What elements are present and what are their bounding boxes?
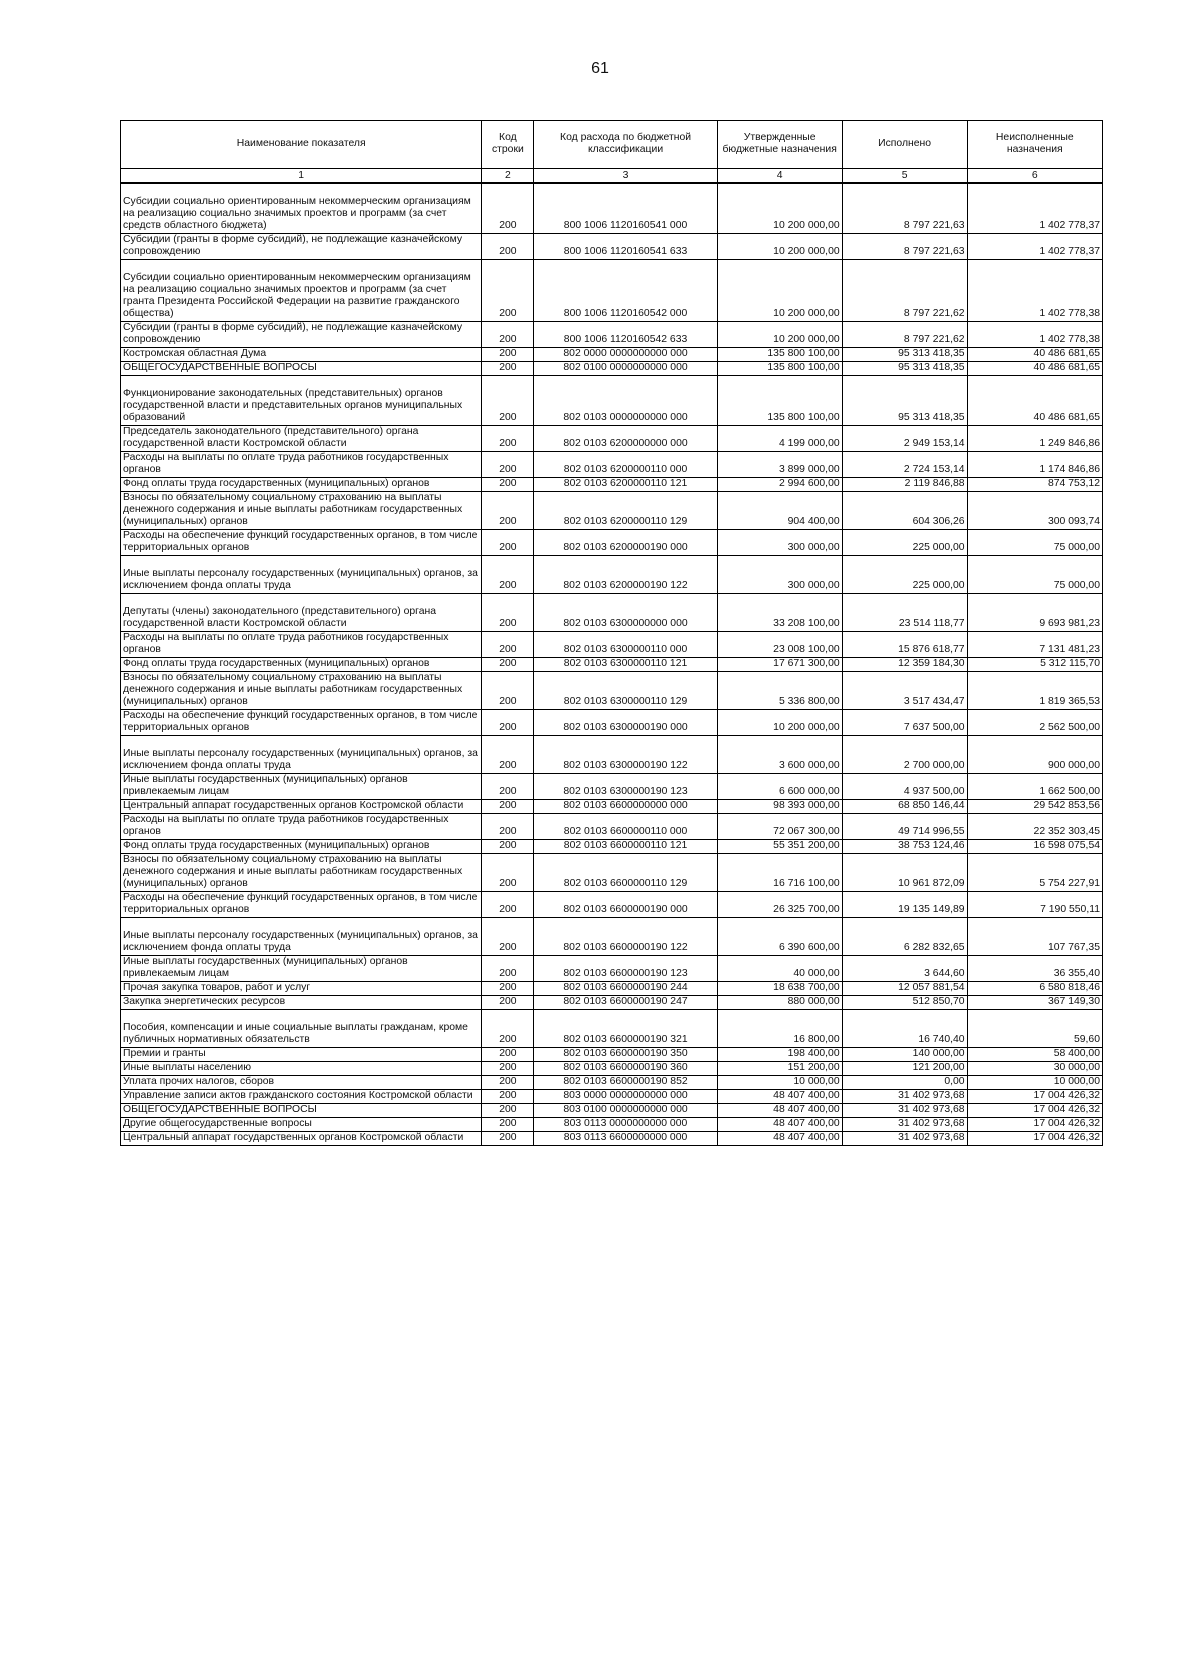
table-row: [121, 658, 1103, 672]
row-name: Расходы на обеспечение функций государственных органов, в том числе территориальных органов: [121, 892, 482, 918]
budget-code: 802 0103 6600000110 129: [534, 854, 717, 892]
unexecuted-amount: 900 000,00: [967, 736, 1102, 774]
executed-amount: 8 797 221,62: [842, 322, 967, 348]
table-row: [121, 774, 1103, 800]
row-code: 200: [482, 478, 534, 492]
executed-amount: 6 282 832,65: [842, 918, 967, 956]
row-code: 200: [482, 1118, 534, 1132]
row-name: Центральный аппарат государственных органов Костромской области: [121, 800, 482, 814]
row-code: 200: [482, 672, 534, 710]
budget-code: 802 0103 6600000190 360: [534, 1062, 717, 1076]
approved-amount: 904 400,00: [717, 492, 842, 530]
unexecuted-amount: 300 093,74: [967, 492, 1102, 530]
unexecuted-amount: 17 004 426,32: [967, 1090, 1102, 1104]
table-row: [121, 892, 1103, 918]
budget-code: 802 0103 6600000190 247: [534, 996, 717, 1010]
executed-amount: 225 000,00: [842, 530, 967, 556]
budget-code: 802 0103 6600000190 122: [534, 918, 717, 956]
row-name: Иные выплаты государственных (муниципальных) органов привлекаемым лицам: [121, 956, 482, 982]
column-number: 1: [121, 169, 482, 184]
header-budget-code: Код расхода по бюджетной классификации: [534, 121, 717, 169]
table-row: [121, 594, 1103, 632]
row-name: Взносы по обязательному социальному страхованию на выплаты денежного содержания и иные выплаты работникам государственных (муниципальных) органов: [121, 672, 482, 710]
row-name: Пособия, компенсации и иные социальные выплаты гражданам, кроме публичных нормативных обязательств: [121, 1010, 482, 1048]
row-code: 200: [482, 996, 534, 1010]
budget-execution-table: [120, 120, 1103, 1146]
row-code: 200: [482, 854, 534, 892]
approved-amount: 3 600 000,00: [717, 736, 842, 774]
row-code: 200: [482, 658, 534, 672]
executed-amount: 19 135 149,89: [842, 892, 967, 918]
unexecuted-amount: 59,60: [967, 1010, 1102, 1048]
column-number-row: [121, 169, 1103, 184]
row-name: Другие общегосударственные вопросы: [121, 1118, 482, 1132]
unexecuted-amount: 1 174 846,86: [967, 452, 1102, 478]
row-name: Субсидии социально ориентированным некоммерческим организациям на реализацию социально значимых проектов и программ (за счет средств областного бюджета): [121, 183, 482, 234]
row-name: Иные выплаты персоналу государственных (муниципальных) органов, за исключением фонда оплаты труда: [121, 736, 482, 774]
row-code: 200: [482, 183, 534, 234]
row-code: 200: [482, 736, 534, 774]
table-row: [121, 348, 1103, 362]
budget-code: 802 0103 6300000000 000: [534, 594, 717, 632]
header-approved: Утвержденные бюджетные назначения: [717, 121, 842, 169]
column-number: 3: [534, 169, 717, 184]
row-code: 200: [482, 892, 534, 918]
unexecuted-amount: 75 000,00: [967, 556, 1102, 594]
budget-code: 802 0103 6300000110 121: [534, 658, 717, 672]
table-row: [121, 478, 1103, 492]
unexecuted-amount: 9 693 981,23: [967, 594, 1102, 632]
unexecuted-amount: 58 400,00: [967, 1048, 1102, 1062]
budget-code: 803 0113 0000000000 000: [534, 1118, 717, 1132]
header-unexecuted: Неисполненные назначения: [967, 121, 1102, 169]
unexecuted-amount: 7 190 550,11: [967, 892, 1102, 918]
approved-amount: 10 200 000,00: [717, 183, 842, 234]
executed-amount: 3 644,60: [842, 956, 967, 982]
unexecuted-amount: 7 131 481,23: [967, 632, 1102, 658]
budget-code: 802 0103 6600000190 244: [534, 982, 717, 996]
table-row: [121, 956, 1103, 982]
row-name: Взносы по обязательному социальному страхованию на выплаты денежного содержания и иные выплаты работникам государственных (муниципальных) органов: [121, 854, 482, 892]
unexecuted-amount: 10 000,00: [967, 1076, 1102, 1090]
unexecuted-amount: 1 249 846,86: [967, 426, 1102, 452]
row-code: 200: [482, 322, 534, 348]
row-name: Субсидии (гранты в форме субсидий), не подлежащие казначейскому сопровождению: [121, 322, 482, 348]
approved-amount: 135 800 100,00: [717, 376, 842, 426]
table-row: [121, 426, 1103, 452]
table-row: [121, 814, 1103, 840]
row-name: Фонд оплаты труда государственных (муниципальных) органов: [121, 478, 482, 492]
executed-amount: 2 724 153,14: [842, 452, 967, 478]
row-name: Управление записи актов гражданского состояния Костромской области: [121, 1090, 482, 1104]
unexecuted-amount: 1 402 778,37: [967, 183, 1102, 234]
row-code: 200: [482, 530, 534, 556]
executed-amount: 0,00: [842, 1076, 967, 1090]
budget-code: 802 0103 6200000110 121: [534, 478, 717, 492]
table-row: [121, 530, 1103, 556]
row-name: Субсидии (гранты в форме субсидий), не подлежащие казначейскому сопровождению: [121, 234, 482, 260]
row-code: 200: [482, 956, 534, 982]
row-code: 200: [482, 1090, 534, 1104]
table-row: [121, 996, 1103, 1010]
executed-amount: 10 961 872,09: [842, 854, 967, 892]
table-row: [121, 234, 1103, 260]
table-row: [121, 322, 1103, 348]
approved-amount: 16 716 100,00: [717, 854, 842, 892]
budget-code: 802 0103 6600000190 000: [534, 892, 717, 918]
unexecuted-amount: 17 004 426,32: [967, 1104, 1102, 1118]
executed-amount: 95 313 418,35: [842, 376, 967, 426]
column-number: 2: [482, 169, 534, 184]
row-name: Фонд оплаты труда государственных (муниципальных) органов: [121, 658, 482, 672]
row-name: Расходы на выплаты по оплате труда работников государственных органов: [121, 632, 482, 658]
table-row: [121, 452, 1103, 478]
approved-amount: 72 067 300,00: [717, 814, 842, 840]
row-code: 200: [482, 1076, 534, 1090]
unexecuted-amount: 1 402 778,37: [967, 234, 1102, 260]
budget-code: 802 0103 6600000190 321: [534, 1010, 717, 1048]
executed-amount: 12 359 184,30: [842, 658, 967, 672]
unexecuted-amount: 75 000,00: [967, 530, 1102, 556]
unexecuted-amount: 1 402 778,38: [967, 322, 1102, 348]
table-row: [121, 1104, 1103, 1118]
row-name: Расходы на выплаты по оплате труда работников государственных органов: [121, 814, 482, 840]
unexecuted-amount: 1 819 365,53: [967, 672, 1102, 710]
table-row: [121, 1076, 1103, 1090]
approved-amount: 6 600 000,00: [717, 774, 842, 800]
table-row: [121, 260, 1103, 322]
row-code: 200: [482, 1048, 534, 1062]
budget-code: 802 0103 6300000190 123: [534, 774, 717, 800]
row-code: 200: [482, 492, 534, 530]
approved-amount: 135 800 100,00: [717, 348, 842, 362]
table-row: [121, 1118, 1103, 1132]
budget-code: 802 0103 6600000190 123: [534, 956, 717, 982]
approved-amount: 48 407 400,00: [717, 1118, 842, 1132]
row-name: Субсидии социально ориентированным некоммерческим организациям на реализацию социально значимых проектов и программ (за счет гранта Президента Российской Федерации на развитие гражданского общества): [121, 260, 482, 322]
row-code: 200: [482, 234, 534, 260]
row-name: Закупка энергетических ресурсов: [121, 996, 482, 1010]
approved-amount: 5 336 800,00: [717, 672, 842, 710]
executed-amount: 8 797 221,62: [842, 260, 967, 322]
header-row-code: Код строки: [482, 121, 534, 169]
executed-amount: 2 119 846,88: [842, 478, 967, 492]
row-code: 200: [482, 1132, 534, 1146]
row-code: 200: [482, 1062, 534, 1076]
header-executed: Исполнено: [842, 121, 967, 169]
row-code: 200: [482, 800, 534, 814]
executed-amount: 23 514 118,77: [842, 594, 967, 632]
unexecuted-amount: 874 753,12: [967, 478, 1102, 492]
row-name: Иные выплаты государственных (муниципальных) органов привлекаемым лицам: [121, 774, 482, 800]
row-name: Председатель законодательного (представительного) органа государственной власти Костромской области: [121, 426, 482, 452]
approved-amount: 300 000,00: [717, 530, 842, 556]
row-name: Иные выплаты персоналу государственных (муниципальных) органов, за исключением фонда оплаты труда: [121, 918, 482, 956]
table-row: [121, 710, 1103, 736]
row-name: Иные выплаты персоналу государственных (муниципальных) органов, за исключением фонда оплаты труда: [121, 556, 482, 594]
unexecuted-amount: 22 352 303,45: [967, 814, 1102, 840]
budget-code: 800 1006 1120160542 000: [534, 260, 717, 322]
executed-amount: 95 313 418,35: [842, 348, 967, 362]
row-name: Премии и гранты: [121, 1048, 482, 1062]
column-number: 5: [842, 169, 967, 184]
approved-amount: 23 008 100,00: [717, 632, 842, 658]
unexecuted-amount: 107 767,35: [967, 918, 1102, 956]
approved-amount: 2 994 600,00: [717, 478, 842, 492]
budget-code: 802 0103 6200000000 000: [534, 426, 717, 452]
approved-amount: 151 200,00: [717, 1062, 842, 1076]
page-number: 61: [591, 60, 609, 77]
row-name: Иные выплаты населению: [121, 1062, 482, 1076]
budget-code: 802 0103 6300000110 000: [534, 632, 717, 658]
table-row: [121, 1090, 1103, 1104]
approved-amount: 10 000,00: [717, 1076, 842, 1090]
executed-amount: 4 937 500,00: [842, 774, 967, 800]
table-row: [121, 1132, 1103, 1146]
budget-code: 802 0103 6600000000 000: [534, 800, 717, 814]
approved-amount: 48 407 400,00: [717, 1104, 842, 1118]
budget-code: 800 1006 1120160541 633: [534, 234, 717, 260]
approved-amount: 300 000,00: [717, 556, 842, 594]
budget-code: 802 0103 6200000190 000: [534, 530, 717, 556]
executed-amount: 68 850 146,44: [842, 800, 967, 814]
row-name: Расходы на обеспечение функций государственных органов, в том числе территориальных органов: [121, 530, 482, 556]
budget-code: 802 0103 6200000110 000: [534, 452, 717, 478]
table-row: [121, 840, 1103, 854]
unexecuted-amount: 40 486 681,65: [967, 376, 1102, 426]
approved-amount: 33 208 100,00: [717, 594, 842, 632]
table-row: [121, 736, 1103, 774]
unexecuted-amount: 1 402 778,38: [967, 260, 1102, 322]
row-name: Центральный аппарат государственных органов Костромской области: [121, 1132, 482, 1146]
unexecuted-amount: 30 000,00: [967, 1062, 1102, 1076]
unexecuted-amount: 16 598 075,54: [967, 840, 1102, 854]
budget-code: 803 0113 6600000000 000: [534, 1132, 717, 1146]
row-code: 200: [482, 814, 534, 840]
table-row: [121, 1062, 1103, 1076]
executed-amount: 15 876 618,77: [842, 632, 967, 658]
table-row: [121, 1048, 1103, 1062]
approved-amount: 48 407 400,00: [717, 1090, 842, 1104]
row-code: 200: [482, 632, 534, 658]
approved-amount: 6 390 600,00: [717, 918, 842, 956]
row-name: Фонд оплаты труда государственных (муниципальных) органов: [121, 840, 482, 854]
budget-code: 802 0000 0000000000 000: [534, 348, 717, 362]
executed-amount: 2 949 153,14: [842, 426, 967, 452]
unexecuted-amount: 367 149,30: [967, 996, 1102, 1010]
approved-amount: 10 200 000,00: [717, 322, 842, 348]
budget-code: 802 0103 6600000190 852: [534, 1076, 717, 1090]
executed-amount: 2 700 000,00: [842, 736, 967, 774]
row-code: 200: [482, 594, 534, 632]
executed-amount: 49 714 996,55: [842, 814, 967, 840]
executed-amount: 8 797 221,63: [842, 234, 967, 260]
approved-amount: 40 000,00: [717, 956, 842, 982]
unexecuted-amount: 1 662 500,00: [967, 774, 1102, 800]
approved-amount: 16 800,00: [717, 1010, 842, 1048]
approved-amount: 55 351 200,00: [717, 840, 842, 854]
row-name: Уплата прочих налогов, сборов: [121, 1076, 482, 1090]
executed-amount: 225 000,00: [842, 556, 967, 594]
approved-amount: 10 200 000,00: [717, 710, 842, 736]
unexecuted-amount: 2 562 500,00: [967, 710, 1102, 736]
row-code: 200: [482, 774, 534, 800]
executed-amount: 140 000,00: [842, 1048, 967, 1062]
budget-code: 802 0103 0000000000 000: [534, 376, 717, 426]
executed-amount: 31 402 973,68: [842, 1132, 967, 1146]
budget-code: 802 0103 6200000110 129: [534, 492, 717, 530]
table-row: [121, 632, 1103, 658]
executed-amount: 8 797 221,63: [842, 183, 967, 234]
row-code: 200: [482, 452, 534, 478]
table-row: [121, 556, 1103, 594]
table-row: [121, 854, 1103, 892]
executed-amount: 12 057 881,54: [842, 982, 967, 996]
table-body: [121, 183, 1103, 1146]
table-row: [121, 183, 1103, 234]
row-code: 200: [482, 840, 534, 854]
approved-amount: 135 800 100,00: [717, 362, 842, 376]
column-number: 4: [717, 169, 842, 184]
unexecuted-amount: 36 355,40: [967, 956, 1102, 982]
row-name: ОБЩЕГОСУДАРСТВЕННЫЕ ВОПРОСЫ: [121, 1104, 482, 1118]
row-code: 200: [482, 348, 534, 362]
header-row: [121, 121, 1103, 169]
table-row: [121, 1010, 1103, 1048]
budget-code: 802 0103 6600000110 121: [534, 840, 717, 854]
table-row: [121, 492, 1103, 530]
budget-code: 802 0103 6300000190 000: [534, 710, 717, 736]
executed-amount: 95 313 418,35: [842, 362, 967, 376]
table-row: [121, 672, 1103, 710]
approved-amount: 880 000,00: [717, 996, 842, 1010]
row-code: 200: [482, 376, 534, 426]
header-name: Наименование показателя: [121, 121, 482, 169]
budget-code: 803 0000 0000000000 000: [534, 1090, 717, 1104]
approved-amount: 10 200 000,00: [717, 260, 842, 322]
approved-amount: 26 325 700,00: [717, 892, 842, 918]
approved-amount: 17 671 300,00: [717, 658, 842, 672]
table-row: [121, 362, 1103, 376]
unexecuted-amount: 40 486 681,65: [967, 362, 1102, 376]
unexecuted-amount: 17 004 426,32: [967, 1118, 1102, 1132]
row-code: 200: [482, 556, 534, 594]
executed-amount: 38 753 124,46: [842, 840, 967, 854]
unexecuted-amount: 5 754 227,91: [967, 854, 1102, 892]
row-code: 200: [482, 982, 534, 996]
unexecuted-amount: 40 486 681,65: [967, 348, 1102, 362]
executed-amount: 16 740,40: [842, 1010, 967, 1048]
row-code: 200: [482, 710, 534, 736]
budget-code: 800 1006 1120160541 000: [534, 183, 717, 234]
approved-amount: 18 638 700,00: [717, 982, 842, 996]
budget-code: 800 1006 1120160542 633: [534, 322, 717, 348]
row-code: 200: [482, 260, 534, 322]
unexecuted-amount: 6 580 818,46: [967, 982, 1102, 996]
executed-amount: 512 850,70: [842, 996, 967, 1010]
table-row: [121, 800, 1103, 814]
unexecuted-amount: 29 542 853,56: [967, 800, 1102, 814]
row-code: 200: [482, 918, 534, 956]
table-row: [121, 982, 1103, 996]
budget-code: 802 0103 6600000190 350: [534, 1048, 717, 1062]
approved-amount: 198 400,00: [717, 1048, 842, 1062]
unexecuted-amount: 5 312 115,70: [967, 658, 1102, 672]
budget-code: 802 0103 6300000190 122: [534, 736, 717, 774]
row-code: 200: [482, 1010, 534, 1048]
executed-amount: 31 402 973,68: [842, 1104, 967, 1118]
budget-code: 802 0100 0000000000 000: [534, 362, 717, 376]
row-name: Взносы по обязательному социальному страхованию на выплаты денежного содержания и иные выплаты работникам государственных (муниципальных) органов: [121, 492, 482, 530]
row-name: Расходы на выплаты по оплате труда работников государственных органов: [121, 452, 482, 478]
executed-amount: 121 200,00: [842, 1062, 967, 1076]
row-name: ОБЩЕГОСУДАРСТВЕННЫЕ ВОПРОСЫ: [121, 362, 482, 376]
row-code: 200: [482, 426, 534, 452]
approved-amount: 4 199 000,00: [717, 426, 842, 452]
approved-amount: 48 407 400,00: [717, 1132, 842, 1146]
row-name: Костромская областная Дума: [121, 348, 482, 362]
row-name: Прочая закупка товаров, работ и услуг: [121, 982, 482, 996]
row-code: 200: [482, 362, 534, 376]
approved-amount: 10 200 000,00: [717, 234, 842, 260]
unexecuted-amount: 17 004 426,32: [967, 1132, 1102, 1146]
budget-code: 802 0103 6300000110 129: [534, 672, 717, 710]
budget-code: 803 0100 0000000000 000: [534, 1104, 717, 1118]
approved-amount: 3 899 000,00: [717, 452, 842, 478]
row-name: Депутаты (члены) законодательного (представительного) органа государственной власти Костромской области: [121, 594, 482, 632]
table-row: [121, 376, 1103, 426]
approved-amount: 98 393 000,00: [717, 800, 842, 814]
row-name: Функционирование законодательных (представительных) органов государственной власти и представительных органов муниципальных образований: [121, 376, 482, 426]
executed-amount: 31 402 973,68: [842, 1118, 967, 1132]
executed-amount: 7 637 500,00: [842, 710, 967, 736]
executed-amount: 604 306,26: [842, 492, 967, 530]
executed-amount: 31 402 973,68: [842, 1090, 967, 1104]
table-row: [121, 918, 1103, 956]
budget-code: 802 0103 6600000110 000: [534, 814, 717, 840]
budget-code: 802 0103 6200000190 122: [534, 556, 717, 594]
row-name: Расходы на обеспечение функций государственных органов, в том числе территориальных органов: [121, 710, 482, 736]
row-code: 200: [482, 1104, 534, 1118]
executed-amount: 3 517 434,47: [842, 672, 967, 710]
column-number: 6: [967, 169, 1102, 184]
